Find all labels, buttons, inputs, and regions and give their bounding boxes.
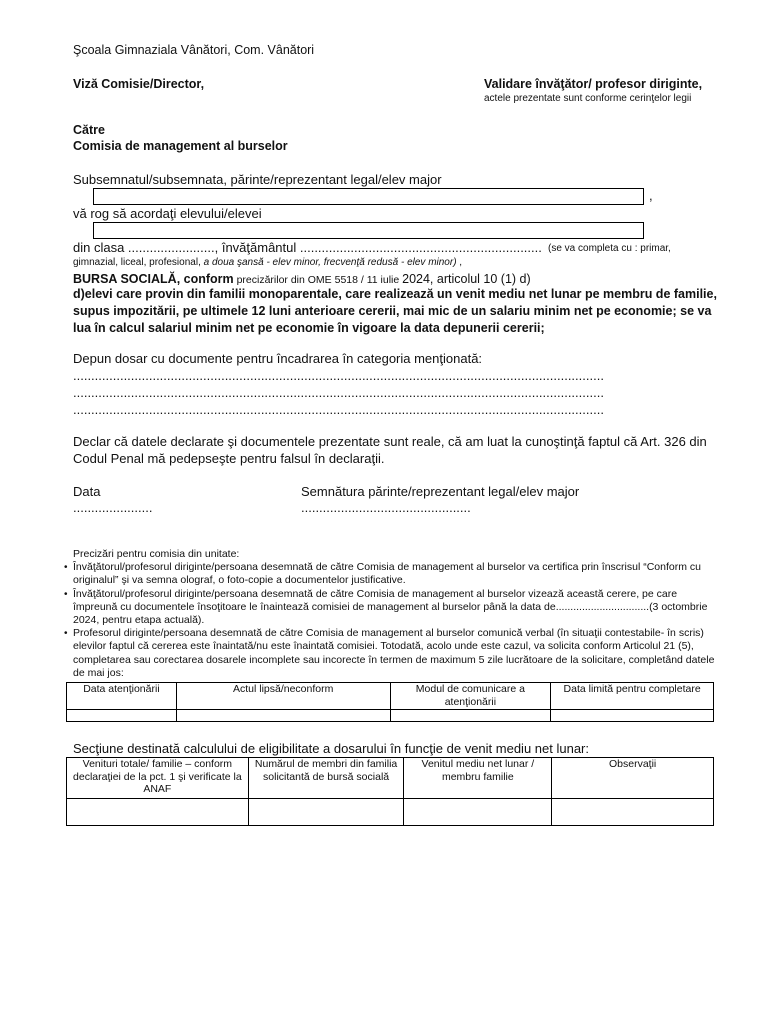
commission-director-visa: Viză Comisie/Director, <box>73 77 205 91</box>
clasa-note-1: (se va completa cu : primar, <box>548 243 671 254</box>
eligibility-table <box>66 757 714 826</box>
table2-cell[interactable] <box>552 799 714 826</box>
din-clasa-line: din clasa ........................, învăţământul ................................................................... <box>73 240 542 255</box>
table2-cell[interactable] <box>404 799 552 826</box>
school-name: Şcoala Gimnaziala Vânători, Com. Vânători <box>73 43 315 57</box>
notes-title: Precizări pentru comisia din unitate: <box>73 548 240 560</box>
dots-line-3[interactable]: ................................................................................................................................................... <box>73 402 604 417</box>
parent-name-field[interactable] <box>93 188 644 205</box>
to-commission: Comisia de management al burselor <box>73 139 288 153</box>
table2-header: Observaţii <box>552 758 714 799</box>
clasa-note-2-end: , <box>456 257 463 268</box>
note-item: • Învăţătorul/profesorul diriginte/persoana desemnată de către Comisia de management al burselor vizează această cerere, pe care împreună cu documentele însoţitoare le înaintează comisiei de management al burselor până la data de................................(3 octombrie 2024, pentru etapa actuală). <box>73 588 721 628</box>
table2-cell[interactable] <box>67 799 249 826</box>
table1-header: Actul lipsă/neconform <box>176 683 390 710</box>
teacher-validation-title: Validare învăţător/ profesor diriginte, <box>484 77 703 91</box>
table2-header: Numărul de membri din familia solicitantă de bursă socială <box>248 758 404 799</box>
depun-line: Depun dosar cu documente pentru încadrarea în categoria menţionată: <box>73 351 483 366</box>
clasa-note-2 <box>73 257 462 268</box>
bursa-article: 2024, articolul 10 (1) d) <box>402 272 531 286</box>
table1-cell[interactable] <box>390 710 551 722</box>
notification-table <box>66 682 714 722</box>
bursa-title: BURSA SOCIALĂ, conform <box>73 272 234 286</box>
date-dots[interactable]: ...................... <box>73 500 153 515</box>
teacher-validation-subtitle: actele prezentate sunt conforme cerinţelor legii <box>484 93 692 104</box>
table2-header: Venitul mediu net lunar / membru familie <box>404 758 552 799</box>
va-rog-line: vă rog să acordaţi elevului/elevei <box>73 206 262 221</box>
to-label: Către <box>73 123 105 137</box>
signature-label: Semnătura părinte/reprezentant legal/elev major <box>301 484 580 499</box>
table2-cell[interactable] <box>248 799 404 826</box>
dots-line-1[interactable]: ................................................................................................................................................... <box>73 368 604 383</box>
section2-title: Secţiune destinată calculului de eligibilitate a dosarului în funcţie de venit mediu net lunar: <box>73 741 589 756</box>
date-label: Data <box>73 484 101 499</box>
signature-dots[interactable]: ............................................... <box>301 500 471 515</box>
eligibility-criteria: d)elevi care provin din familii monoparentale, care realizează un venit mediu net lunar pe membru de familie, supus impozitării, pe ultimele 12 luni anterioare cererii, mai mic de un salariu minim net pe economie; se va lua în calcul salariul minim net pe economie în vigoare la data depunerii cererii; <box>73 287 717 335</box>
clasa-note-2-part: gimnazial, liceal, profesional, <box>73 257 204 268</box>
dots-line-2[interactable]: ................................................................................................................................................... <box>73 385 604 400</box>
bursa-reference: precizărilor din OME 5518 / 11 iulie <box>233 274 403 286</box>
table1-header: Data atenţionării <box>67 683 177 710</box>
subsemnatul-line: Subsemnatul/subsemnata, părinte/reprezentant legal/elev major <box>73 172 442 187</box>
comma: , <box>649 188 653 203</box>
student-name-field[interactable] <box>93 222 644 239</box>
table1-cell[interactable] <box>551 710 714 722</box>
commission-notes <box>73 548 721 680</box>
table2-header: Venituri totale/ familie – conform declaraţiei de la pct. 1 şi verificate la ANAF <box>67 758 249 799</box>
table1-cell[interactable] <box>67 710 177 722</box>
declaration: Declar că datele declarate şi documentele prezentate sunt reale, că am luat la cunoştinţă faptul că Art. 326 din Codul Penal mă pedepseşte pentru falsul în declaraţii. <box>73 434 707 466</box>
note-item: • Învăţătorul/profesorul diriginte/persoana desemnată de către Comisia de management al burselor va certifica prin înscrisul “Conform cu originalul” şi va semna olograf, o foto-copie a documentelor justificative. <box>73 561 721 587</box>
table1-header: Modul de comunicare a atenţionării <box>390 683 551 710</box>
table1-cell[interactable] <box>176 710 390 722</box>
note-item: • Profesorul diriginte/persoana desemnată de către Comisia de management al burselor comunică verbal (în situaţii contestabile- în scris) elevilor faptul că cererea este înaintată/nu este înaintată comisiei. Totodată, acolo unde este cazul, va solicita conform Articolul 21 (5), completarea sau corectarea dosarele incomplete sau incorecte în termen de maximum 5 zile lucrătoare de la solicitare, completând datele de mai jos: <box>73 627 721 680</box>
clasa-note-2-italic: a doua şansă - elev minor, frecvenţă redusă - elev minor) <box>203 257 457 268</box>
table1-header: Data limită pentru completare <box>551 683 714 710</box>
